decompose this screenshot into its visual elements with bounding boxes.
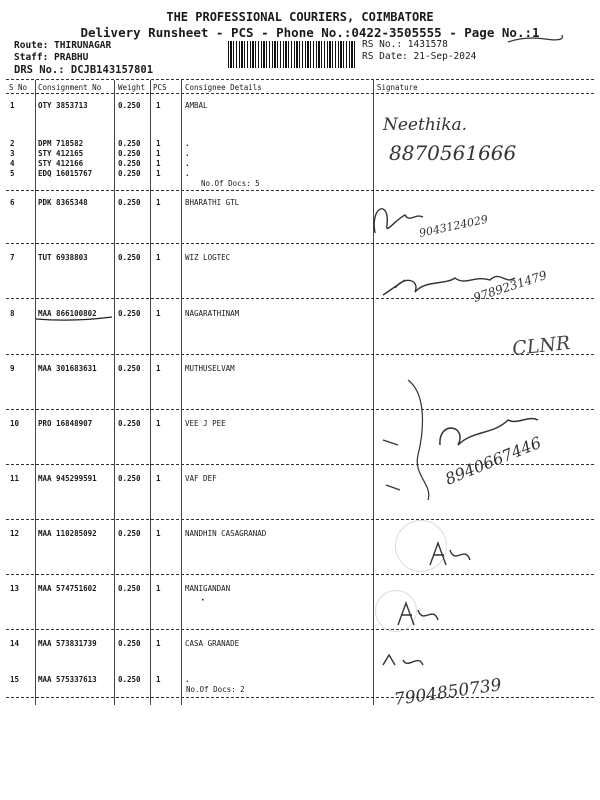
- rs-number: RS No.: 1431578: [362, 39, 448, 50]
- row-consignment: MAA 574751602: [38, 584, 97, 593]
- row-sno: 6: [10, 198, 15, 207]
- svg-text:8870561666: 8870561666: [389, 141, 517, 165]
- svg-text:CLNR: CLNR: [511, 332, 572, 360]
- row-sno: 15: [10, 675, 20, 684]
- row-consignment: OTY 3853713: [38, 101, 88, 110]
- staff-label: Staff: PRABHU: [14, 52, 89, 63]
- barcode-image: [228, 41, 356, 68]
- note-row8: [505, 325, 590, 365]
- row-weight: 0.250: [118, 529, 141, 538]
- col-divider: [114, 80, 115, 705]
- row-consignment: TUT 6938803: [38, 253, 88, 262]
- row-sno: 2: [10, 139, 15, 148]
- row-weight: 0.250: [118, 419, 141, 428]
- row-consignment: STY 412165: [38, 149, 84, 158]
- col-pcs: PCS: [153, 83, 167, 92]
- row-consignment: MAA 575337613: [38, 675, 97, 684]
- header-rule: [6, 93, 594, 94]
- row-sno: 11: [10, 474, 20, 483]
- signature-row6: [365, 195, 545, 250]
- row-weight: 0.250: [118, 474, 141, 483]
- col-divider: [181, 80, 182, 705]
- row-weight: 0.250: [118, 169, 141, 178]
- stray-dot: ·: [200, 596, 206, 606]
- signature-row14-15: [375, 650, 535, 720]
- signature-row10: [378, 375, 593, 505]
- row-pcs: 1: [156, 101, 161, 110]
- row-consignee: .: [185, 159, 190, 168]
- svg-text:8940667446: 8940667446: [442, 432, 544, 489]
- underline-mark: [34, 315, 114, 323]
- row-consignment: MAA 110285092: [38, 529, 97, 538]
- row-pcs: 1: [156, 584, 161, 593]
- col-sno: S No: [9, 83, 28, 92]
- row-weight: 0.250: [118, 139, 141, 148]
- row-consignee: VEE J PEE: [185, 419, 226, 428]
- row-weight: 0.250: [118, 253, 141, 262]
- col-divider: [373, 80, 374, 705]
- company-title: THE PROFESSIONAL COURIERS, COIMBATORE: [166, 10, 434, 24]
- signature-row12: [420, 535, 480, 575]
- signature-row7: [375, 250, 590, 310]
- col-consignment: Consignment No: [38, 83, 102, 92]
- row-consignee: BHARATHI GTL: [185, 198, 240, 207]
- row-rule: [6, 190, 594, 191]
- row-consignee: VAF DEF: [185, 474, 217, 483]
- row-weight: 0.250: [118, 309, 141, 318]
- row-consignee: MANIGANDAN: [185, 584, 231, 593]
- svg-text:Neethika.: Neethika.: [383, 115, 468, 135]
- col-signature: Signature: [377, 83, 418, 92]
- row-consignee: AMBAL: [185, 101, 208, 110]
- row-pcs: 1: [156, 419, 161, 428]
- doc-count: No.Of Docs: 5: [201, 179, 260, 188]
- pen-mark-icon: [505, 30, 565, 50]
- row-rule: [6, 519, 594, 520]
- row-consignee: NAGARATHINAM: [185, 309, 240, 318]
- row-sno: 4: [10, 159, 15, 168]
- row-pcs: 1: [156, 253, 161, 262]
- row-consignment: PRO 16848907: [38, 419, 93, 428]
- row-consignment: EDQ 16015767: [38, 169, 93, 178]
- row-weight: 0.250: [118, 675, 141, 684]
- row-consignee: MUTHUSELVAM: [185, 364, 235, 373]
- row-consignment: MAA 866100802: [38, 309, 97, 318]
- row-sno: 12: [10, 529, 20, 538]
- row-weight: 0.250: [118, 149, 141, 158]
- row-sno: 3: [10, 149, 15, 158]
- row-sno: 5: [10, 169, 15, 178]
- row-consignee: .: [185, 675, 190, 684]
- svg-text:9789231479: 9789231479: [471, 267, 549, 305]
- route-label: Route: THIRUNAGAR: [14, 40, 112, 51]
- row-sno: 1: [10, 101, 15, 110]
- col-divider: [35, 80, 36, 705]
- row-weight: 0.250: [118, 584, 141, 593]
- row-pcs: 1: [156, 149, 161, 158]
- row-pcs: 1: [156, 639, 161, 648]
- row-pcs: 1: [156, 474, 161, 483]
- table-top-rule: [6, 79, 594, 80]
- row-consignee: .: [185, 169, 190, 178]
- row-pcs: 1: [156, 529, 161, 538]
- row-sno: 10: [10, 419, 20, 428]
- row-pcs: 1: [156, 309, 161, 318]
- row-rule: [6, 574, 594, 575]
- row-weight: 0.250: [118, 364, 141, 373]
- row-consignment: PDK 8365348: [38, 198, 88, 207]
- signature-row13: [390, 595, 450, 635]
- row-consignment: DPM 718582: [38, 139, 84, 148]
- row-sno: 9: [10, 364, 15, 373]
- row-consignment: MAA 573831739: [38, 639, 97, 648]
- doc-count: No.Of Docs: 2: [186, 685, 245, 694]
- row-sno: 7: [10, 253, 15, 262]
- row-consignee: .: [185, 149, 190, 158]
- row-sno: 13: [10, 584, 20, 593]
- row-consignee: .: [185, 139, 190, 148]
- col-divider: [150, 80, 151, 705]
- row-weight: 0.250: [118, 639, 141, 648]
- col-consignee: Consignee Details: [185, 83, 262, 92]
- col-weight: Weight: [118, 83, 146, 92]
- row-weight: 0.250: [118, 101, 141, 110]
- row-weight: 0.250: [118, 159, 141, 168]
- row-weight: 0.250: [118, 198, 141, 207]
- row-consignee: CASA GRANADE: [185, 639, 240, 648]
- runsheet-subtitle: Delivery Runsheet - PCS - Phone No.:0422-3505555 - Page No.:1: [80, 25, 540, 40]
- row-sno: 8: [10, 309, 15, 318]
- row-consignee: WIZ LOGTEC: [185, 253, 231, 262]
- row-consignee: NANDHIN CASAGRANAD: [185, 529, 267, 538]
- row-consignment: STY 412166: [38, 159, 84, 168]
- signature-row1: [375, 100, 585, 170]
- row-sno: 14: [10, 639, 20, 648]
- row-pcs: 1: [156, 675, 161, 684]
- drs-number: DRS No.: DCJB143157801: [14, 64, 154, 76]
- svg-text:9043124029: 9043124029: [417, 212, 490, 240]
- row-pcs: 1: [156, 139, 161, 148]
- row-pcs: 1: [156, 198, 161, 207]
- row-pcs: 1: [156, 169, 161, 178]
- svg-text:7904850739: 7904850739: [392, 675, 503, 710]
- row-consignment: MAA 301683631: [38, 364, 97, 373]
- row-rule: [6, 629, 594, 630]
- row-pcs: 1: [156, 364, 161, 373]
- rs-date: RS Date: 21-Sep-2024: [362, 51, 477, 62]
- row-consignment: MAA 945299591: [38, 474, 97, 483]
- row-pcs: 1: [156, 159, 161, 168]
